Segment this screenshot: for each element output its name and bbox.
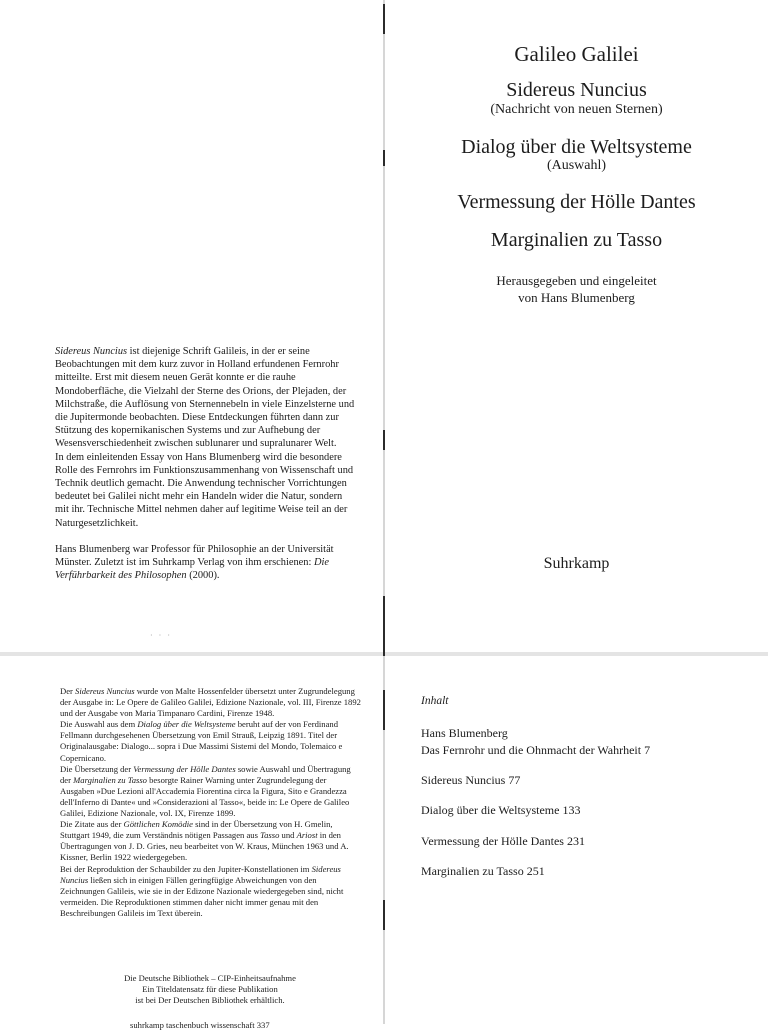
work-subtitle-sidereus: (Nachricht von neuen Sternen) <box>490 102 663 117</box>
contents-entry-page: 133 <box>562 803 581 817</box>
credit-text: besorgte Rainer Warning unter Zugrundelegung der Ausgaben »Due Lezioni all'Accademia Fiorentina circa la Figura, Sito e Grandezza dell'Inferno di Dante« und »Considerazioni al Tasso«, beide in: Le Opere de Galileo Galilei, Edizione Nazionale, vol. IX, Firenze 1899. <box>60 774 350 819</box>
translation-credits <box>60 686 362 919</box>
blurb-paragraph-text: ist diejenige Schrift Galileis, in der er seine Beobachtungen mit dem kurz zuvor in Holland erfundenen Fernrohr mitteilte. Erst mit diesem neuen Gerät konnte er die rauhe Mondoberfläche, die Vielzahl der Sterne des Orions, der Plejaden, der Milchstraße, die Auflösung von Sternennebeln in viele Einzelsterne und die Jupitermonde beobachten. Diese Entdeckungen führten dann zur Stützung des kopernikanischen Systems und zur Aufhebung der Wesensverschiedenheit zwischen sublunarer und supralunarer Welt. <box>55 346 355 450</box>
blurb-author-note <box>55 543 357 583</box>
credit-work-title: Ariost <box>296 830 318 841</box>
blurb-work-title: Sidereus Nuncius <box>55 346 128 357</box>
author-note-book-title: Die Verführbarkeit des Philosophen <box>55 557 329 582</box>
credit-text: und <box>279 830 297 841</box>
contents-entry <box>421 834 585 849</box>
publisher-name: Suhrkamp <box>543 555 610 572</box>
credit-work-title: Sidereus Nuncius <box>60 863 341 885</box>
contents-heading: Inhalt <box>421 695 449 707</box>
credit-text: Bei der Reproduktion der Schaubilder zu den Jupiter-Konstellationen im <box>60 863 312 874</box>
credit-text: Die Auswahl aus dem <box>60 719 138 730</box>
contents-essay-author: Hans Blumenberg <box>421 726 508 740</box>
work-title-hoelle: Vermessung der Hölle Dantes <box>457 191 696 213</box>
cip-notice <box>0 973 420 1006</box>
credit-text: Der <box>60 686 76 696</box>
work-title-sidereus: Sidereus Nuncius <box>506 79 647 101</box>
credit-work-title: Dialog über die Weltsysteme <box>137 719 236 730</box>
title-page <box>385 0 768 652</box>
credit-paragraph <box>60 719 362 763</box>
credit-work-title: Göttlichen Komödie <box>123 819 193 830</box>
credit-text: sind in der Übersetzung von H. Gmelin, Stuttgart 1949, die zum Verständnis nötigen Passagen aus <box>60 819 333 841</box>
contents-entry-title: Marginalien zu Tasso <box>421 864 524 878</box>
contents-entry-page: 7 <box>644 743 651 757</box>
cip-line: Ein Titeldatensatz für diese Publikation <box>142 984 278 995</box>
blurb-paragraph: In dem einleitenden Essay von Hans Blumenberg wird die besondere Rolle des Fernrohrs im Funktionszusammenhang von Wissenschaft und Technik deutlich gemacht. Die Anwendung technischer Vorrichtungen bedeutet bei Galilei nicht mehr ein Handeln wider die Natur, sondern mit ihr. Technische Mittel nehmen daher auf legitime Weise teil an der Naturgesetzlichkeit. <box>55 451 354 529</box>
credit-text: wurde von Malte Hossenfelder übersetzt unter Zugrundelegung der Ausgabe in: Le Opere de Galileo Galilei, Edizione Nazionale, vol. III, Firenze 1892 und der Ausgabe von Maria Timpanaro Cardini, Firenze 1948. <box>60 686 361 719</box>
credit-work-title: Vermessung der Hölle Dantes <box>133 763 236 774</box>
contents-entry-page: 251 <box>526 864 545 878</box>
credit-paragraph <box>60 819 362 863</box>
blurb-text <box>55 345 357 582</box>
blurb-page <box>0 0 383 652</box>
contents-entry-title: Sidereus Nuncius <box>421 773 506 787</box>
credit-text: ließen sich in einigen Fällen geringfügige Abweichungen von den Zeichnungen Galileis, wie sie in der Edizone Nazionale wiedergegeben sind, nicht vermeiden. Die Reproduktionen stimmen daher nicht immer genau mit den Beschreibungen Galileis im Text überein. <box>60 874 344 918</box>
editor-line-1: Herausgegeben und eingeleitet <box>496 273 657 288</box>
blurb-paragraph <box>55 345 357 451</box>
credit-paragraph <box>60 686 362 719</box>
credit-paragraph <box>60 764 362 819</box>
credit-text: beruht auf der von Ferdinand Fellmann durchgesehenen Übersetzung von Emil Strauß, Leipzig 1891. Titel der Originalausgabe: Dialogo... sopra i Due Massimi Sistemi del Mondo, Tolemaico e Copernicano. <box>60 719 343 763</box>
contents-entry <box>421 803 580 818</box>
credit-paragraph <box>60 864 362 919</box>
credit-text: in den Übertragungen von J. D. Gries, neu bearbeitet von W. Kraus, München 1963 und A. Kissner, Berlin 1922 wiedergegeben. <box>60 830 349 863</box>
contents-entry <box>421 864 545 879</box>
cip-line: Die Deutsche Bibliothek – CIP-Einheitsaufnahme <box>124 973 296 983</box>
author-note-year: (2000). <box>186 570 220 582</box>
contents-entry-title: Vermessung der Hölle Dantes <box>421 834 564 848</box>
contents-entry <box>421 773 520 788</box>
work-subtitle-dialog: (Auswahl) <box>546 158 607 173</box>
credit-text: Die Übersetzung der <box>60 763 134 774</box>
contents-entry <box>421 743 650 758</box>
contents-entry-page: 231 <box>566 834 585 848</box>
cip-line: ist bei Der Deutschen Bibliothek erhältlich. <box>135 995 285 1006</box>
credit-text: Die Zitate aus der <box>60 819 124 830</box>
author-name: Galileo Galilei <box>514 42 639 66</box>
editor-line-2: von Hans Blumenberg <box>518 290 635 305</box>
contents-entry-title: Dialog über die Weltsysteme <box>421 803 560 817</box>
work-title-tasso: Marginalien zu Tasso <box>490 229 663 251</box>
author-note-text: Hans Blumenberg war Professor für Philosophie an der Universität Münster. Zuletzt ist im Suhrkamp Verlag von ihm erschienen: <box>55 543 334 569</box>
contents-page <box>385 656 768 1024</box>
credits-page <box>0 656 383 1030</box>
series-imprint: suhrkamp taschenbuch wissenschaft 337 <box>130 1020 270 1030</box>
work-title-dialog: Dialog über die Weltsysteme <box>461 136 692 158</box>
credit-text: sowie Auswahl und Übertragung der <box>60 763 351 785</box>
contents-entry-title: Das Fernrohr und die Ohnmacht der Wahrheit <box>421 743 642 757</box>
contents-entry-page: 77 <box>508 773 521 787</box>
credit-work-title: Marginalien zu Tasso <box>73 774 147 785</box>
credit-work-title: Tasso <box>260 830 280 841</box>
faint-mark: · · · <box>150 631 172 640</box>
credit-work-title: Sidereus Nuncius <box>75 686 135 696</box>
